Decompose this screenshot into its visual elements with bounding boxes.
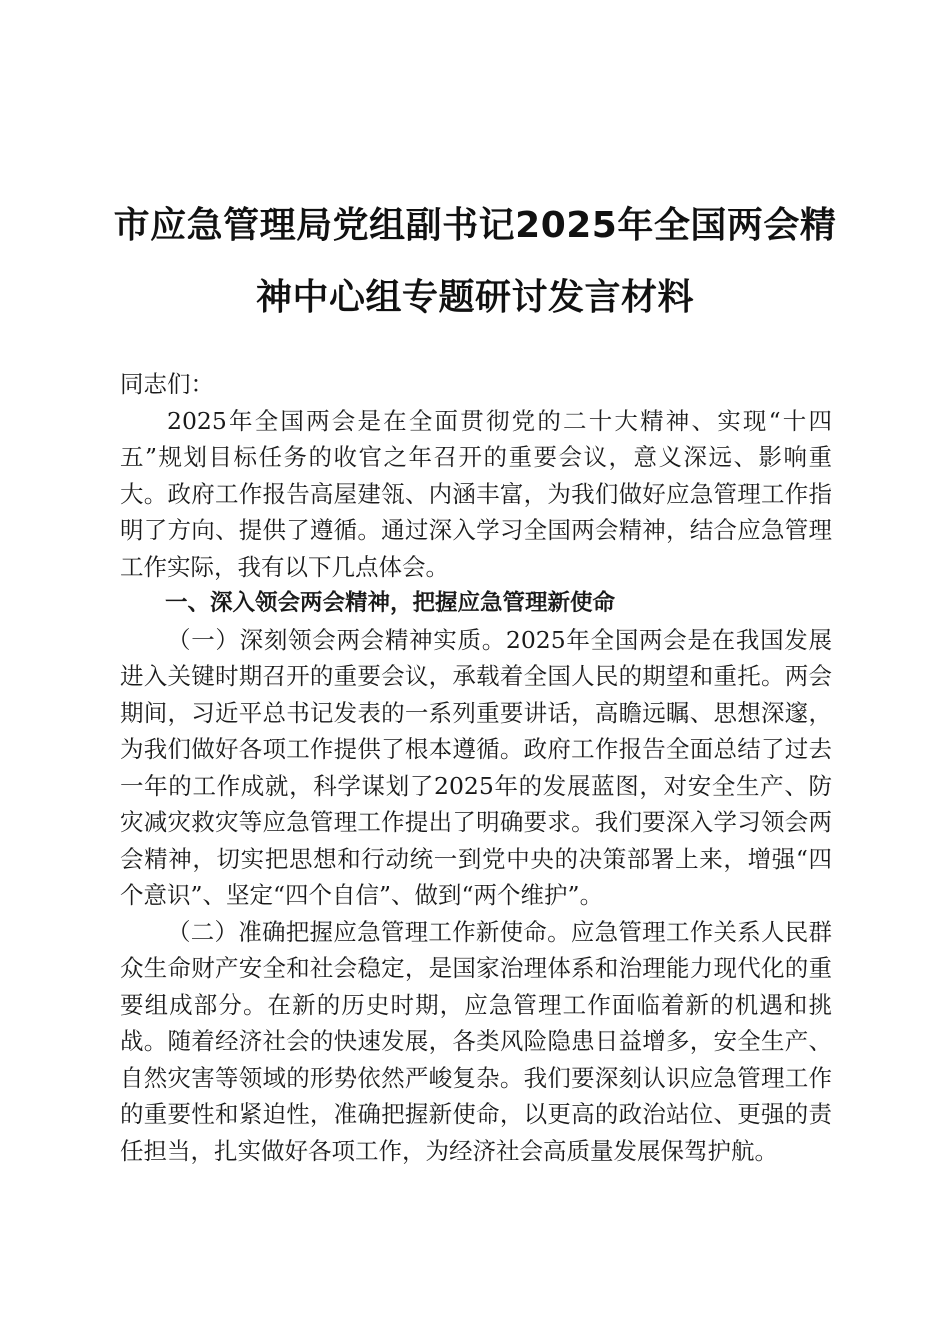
section-1-sub-1-paragraph: （一）深刻领会两会精神实质。2025年全国两会是在我国发展进入关键时期召开的重要会议，承载着全国人民的期望和重托。两会期间，习近平总书记发表的一系列重要讲话，高瞻远瞩、思想深邃，为我们做好各项工作提供了根本遵循。政府工作报告全面总结了过去一年的工作成就，科学谋划了2025年的发展蓝图，对安全生产、防灾减灾救灾等应急管理工作提出了明确要求。我们要深入学习领会两会精神，切实把思想和行动统一到党中央的决策部署上来，增强“四个意识”、坚定“四个自信”、做到“两个维护”。 bbox=[120, 625, 832, 909]
section-1-sub-2-paragraph: （二）准确把握应急管理工作新使命。应急管理工作关系人民群众生命财产安全和社会稳定，是国家治理体系和治理能力现代化的重要组成部分。在新的历史时期，应急管理工作面临着新的机遇和挑战。随着经济社会的快速发展，各类风险隐患日益增多，安全生产、自然灾害等领域的形势依然严峻复杂。我们要深刻认识应急管理工作的重要性和紧迫性，准确把握新使命，以更高的政治站位、更强的责任担当，扎实做好各项工作，为经济社会高质量发展保驾护航。 bbox=[120, 917, 832, 1165]
salutation: 同志们： bbox=[120, 370, 214, 398]
intro-paragraph: 2025年全国两会是在全面贯彻党的二十大精神、实现“十四五”规划目标任务的收官之年召开的重要会议，意义深远、影响重大。政府工作报告高屋建瓴、内涵丰富，为我们做好应急管理工作指明了方向、提供了遵循。通过深入学习全国两会精神，结合应急管理工作实际，我有以下几点体会。 bbox=[120, 406, 832, 581]
section-1-heading: 一、深入领会两会精神，把握应急管理新使命 bbox=[165, 590, 616, 616]
title-line-1: 市应急管理局党组副书记2025年全国两会精 bbox=[113, 205, 837, 246]
document-title bbox=[110, 190, 840, 334]
document-body bbox=[120, 366, 832, 1169]
title-line-2: 神中心组专题研讨发言材料 bbox=[255, 277, 694, 318]
